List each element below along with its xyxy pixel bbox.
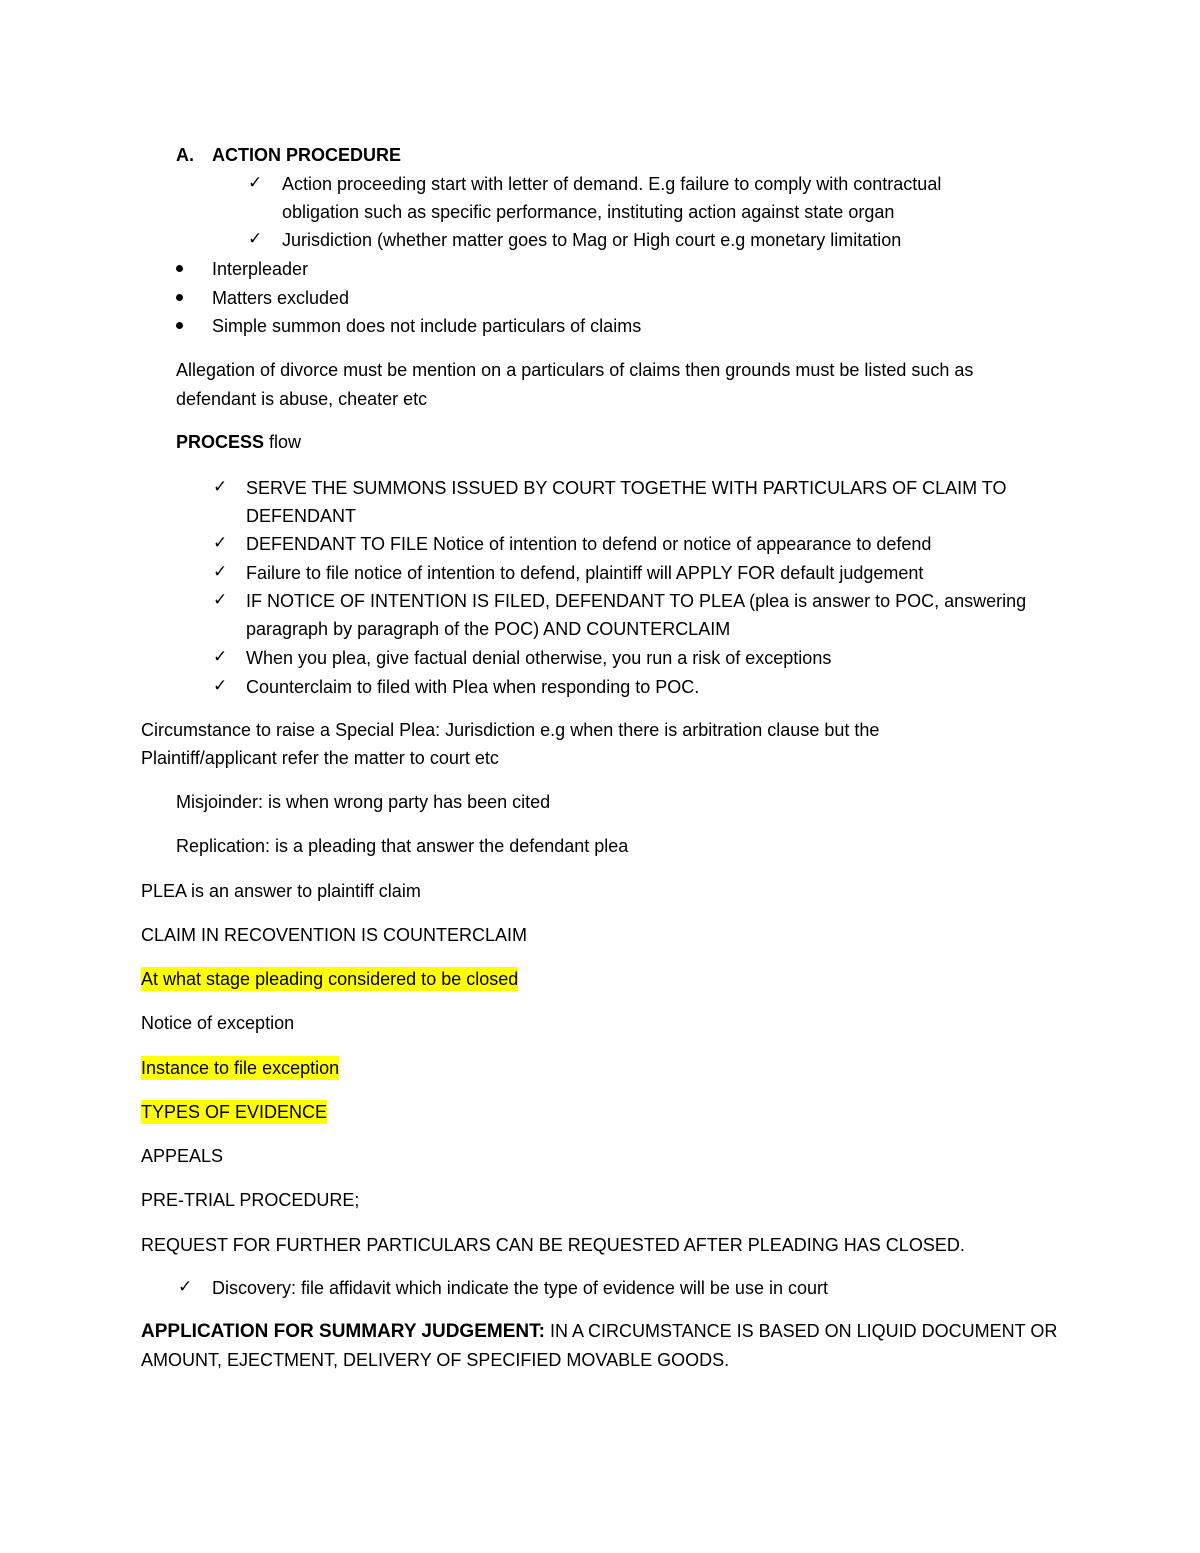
- check-icon: ✓: [213, 647, 228, 667]
- section-heading: ACTION PROCEDURE: [212, 145, 402, 165]
- check-icon: ✓: [248, 229, 263, 249]
- paragraph-line: Circumstance to raise a Special Plea: Jurisdiction e.g when there is arbitration clause but the: [141, 720, 880, 740]
- check-icon: ✓: [248, 173, 263, 193]
- process-item-line: SERVE THE SUMMONS ISSUED BY COURT TOGETHE WITH PARTICULARS OF CLAIM TO: [246, 478, 1007, 498]
- check-icon: ✓: [213, 533, 228, 553]
- section-letter: A.: [176, 145, 194, 165]
- list-item-line: Jurisdiction (whether matter goes to Mag or High court e.g monetary limitation: [282, 230, 902, 250]
- paragraph-line: defendant is abuse, cheater etc: [176, 389, 428, 409]
- notice-exception-text: Notice of exception: [141, 1013, 295, 1033]
- paragraph-line: Plaintiff/applicant refer the matter to court etc: [141, 748, 499, 768]
- misjoinder-text: Misjoinder: is when wrong party has been cited: [176, 792, 551, 812]
- process-item-line: DEFENDANT TO FILE Notice of intention to defend or notice of appearance to defend: [246, 534, 932, 554]
- summary-judgement-heading: APPLICATION FOR SUMMARY JUDGEMENT:: [141, 1321, 545, 1342]
- bullet-icon: [176, 294, 183, 301]
- process-heading: [176, 430, 301, 454]
- process-item-line: When you plea, give factual denial otherwise, you run a risk of exceptions: [246, 648, 832, 668]
- process-item-line: Counterclaim to filed with Plea when responding to POC.: [246, 677, 700, 697]
- check-icon: ✓: [178, 1277, 193, 1297]
- summary-judgement-line: [141, 1319, 1057, 1344]
- list-item-line: obligation such as specific performance, instituting action against state organ: [282, 202, 895, 222]
- highlighted-types-evidence: TYPES OF EVIDENCE: [141, 1102, 328, 1122]
- process-item-line: DEFENDANT: [246, 506, 357, 526]
- highlighted-pleading-closed: At what stage pleading considered to be closed: [141, 969, 519, 989]
- check-icon: ✓: [213, 590, 228, 610]
- list-item: Simple summon does not include particulars of claims: [212, 316, 642, 336]
- bullet-icon: [176, 322, 183, 329]
- process-item-line: IF NOTICE OF INTENTION IS FILED, DEFENDANT TO PLEA (plea is answer to POC, answering: [246, 591, 1027, 611]
- check-icon: ✓: [213, 562, 228, 582]
- check-icon: ✓: [213, 676, 228, 696]
- highlighted-instance-exception: Instance to file exception: [141, 1058, 340, 1078]
- process-heading-bold: PROCESS: [176, 432, 265, 452]
- list-item: Matters excluded: [212, 288, 350, 308]
- reconvention-text: CLAIM IN RECOVENTION IS COUNTERCLAIM: [141, 925, 528, 945]
- plea-text: PLEA is an answer to plaintiff claim: [141, 881, 421, 901]
- check-icon: ✓: [213, 477, 228, 497]
- summary-judgement-rest: IN A CIRCUMSTANCE IS BASED ON LIQUID DOCUMENT OR: [544, 1321, 1058, 1341]
- replication-text: Replication: is a pleading that answer the defendant plea: [176, 836, 629, 856]
- process-item-line: paragraph by paragraph of the POC) AND COUNTERCLAIM: [246, 619, 731, 639]
- appeals-text: APPEALS: [141, 1146, 224, 1166]
- process-item-line: Failure to file notice of intention to defend, plaintiff will APPLY FOR default judgement: [246, 563, 924, 583]
- summary-judgement-line2: AMOUNT, EJECTMENT, DELIVERY OF SPECIFIED MOVABLE GOODS.: [141, 1350, 730, 1370]
- further-particulars-text: REQUEST FOR FURTHER PARTICULARS CAN BE REQUESTED AFTER PLEADING HAS CLOSED.: [141, 1235, 965, 1255]
- discovery-text: Discovery: file affidavit which indicate the type of evidence will be use in court: [212, 1278, 828, 1298]
- pretrial-text: PRE-TRIAL PROCEDURE;: [141, 1190, 360, 1210]
- list-item: Interpleader: [212, 259, 309, 279]
- bullet-icon: [176, 265, 183, 272]
- list-item-line: Action proceeding start with letter of demand. E.g failure to comply with contractual: [282, 174, 942, 194]
- paragraph-line: Allegation of divorce must be mention on a particulars of claims then grounds must be listed such as: [176, 360, 974, 380]
- process-heading-rest: flow: [264, 432, 302, 452]
